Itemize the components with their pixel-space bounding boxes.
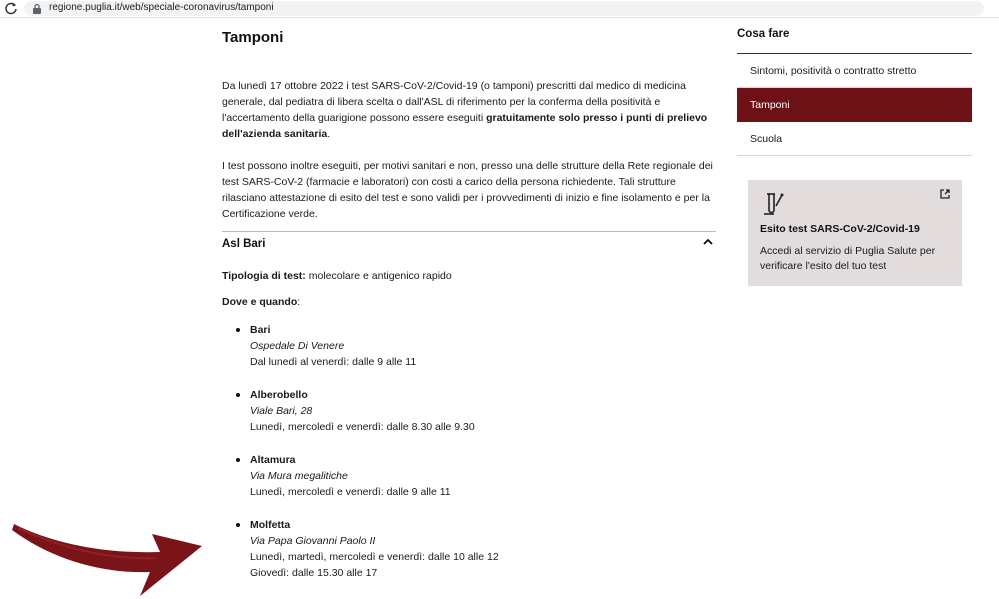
page-title: Tamponi <box>222 29 284 46</box>
accordion-title[interactable]: Asl Bari <box>222 238 266 250</box>
location-address: Via Papa Giovanni Paolo II <box>250 535 376 547</box>
test-tube-icon <box>762 192 784 216</box>
location-name: Bari <box>250 324 271 336</box>
test-type <box>222 268 452 284</box>
location-address: Ospedale Di Venere <box>250 340 345 352</box>
url-text[interactable]: regione.puglia.it/web/speciale-coronavirus/tamponi <box>49 2 274 13</box>
test-type-label: Tipologia di test: <box>222 270 306 282</box>
network-paragraph: I test possono inoltre eseguiti, per motivi sanitari e non, presso una delle strutture della Rete regionale dei test SARS-CoV-2 (farmacie e laboratori) con costi a carico della persona richiedente. Tali strutture rilasciano attestazione di esito del test e sono validi per i provvedimenti di inizio e fine isolamento e per la Certificazione verde. <box>222 160 713 220</box>
sidebar-item-scuola[interactable]: Scuola <box>737 122 972 156</box>
intro-text: Da lunedì 17 ottobre 2022 i test SARS-CoV-2/Covid-19 (o tamponi) prescritti dal medico di medicina generale, dal pediatra di libera scelta o dall'ASL di riferimento per la conferma della positività e l'accertamento della guarigione possono essere eseguiti <box>222 80 686 124</box>
accordion-asl-bari[interactable] <box>222 231 716 257</box>
location-hours: Lunedì, mercoledì e venerdì: dalle 9 alle 11 <box>250 486 451 498</box>
reload-icon[interactable] <box>4 1 18 15</box>
location-name: Alberobello <box>250 389 308 401</box>
external-link-icon[interactable] <box>940 189 950 199</box>
where-when <box>222 294 300 310</box>
bullet-icon <box>236 328 240 332</box>
where-when-colon: : <box>297 296 301 308</box>
bullet-icon <box>236 523 240 527</box>
address-bar[interactable] <box>24 1 984 16</box>
location-name: Molfetta <box>250 519 291 531</box>
intro-bold-text: gratuitamente solo presso i punti di prelievo dell'azienda sanitaria <box>222 112 708 140</box>
intro-text-end: . <box>327 128 331 140</box>
sidebar-nav <box>737 28 972 156</box>
location-address: Viale Bari, 28 <box>250 405 313 417</box>
bullet-icon <box>236 393 240 397</box>
location-hours: Lunedì, martedì, mercoledì e venerdì: dalle 10 alle 12 <box>250 551 499 563</box>
location-hours: Giovedì: dalle 15.30 alle 17 <box>250 567 378 579</box>
location-hours: Lunedì, mercoledì e venerdì: dalle 8.30 alle 9.30 <box>250 421 475 433</box>
card-title[interactable]: Esito test SARS-CoV-2/Covid-19 <box>760 223 920 235</box>
location-hours: Dal lunedì al venerdì: dalle 9 alle 11 <box>250 356 417 368</box>
annotation-arrow-icon <box>10 512 210 599</box>
test-type-value: molecolare e antigenico rapido <box>305 270 452 282</box>
location-address: Via Mura megalitiche <box>250 470 348 482</box>
intro-paragraph <box>222 78 716 142</box>
bullet-icon <box>236 458 240 462</box>
main-content <box>222 28 716 579</box>
test-result-card[interactable] <box>748 180 962 286</box>
where-when-label: Dove e quando <box>222 296 298 308</box>
lock-icon[interactable] <box>32 3 42 14</box>
sidebar-item-sintomi[interactable]: Sintomi, positività o contratto stretto <box>737 54 972 88</box>
location-name: Altamura <box>250 454 296 466</box>
card-text: Accedi al servizio di Puglia Salute per verificare l'esito del tuo test <box>760 245 936 272</box>
sidebar-heading: Cosa fare <box>737 28 972 54</box>
browser-toolbar <box>0 0 999 18</box>
sidebar-item-tamponi[interactable]: Tamponi <box>737 88 972 122</box>
chevron-up-icon[interactable] <box>702 236 714 248</box>
